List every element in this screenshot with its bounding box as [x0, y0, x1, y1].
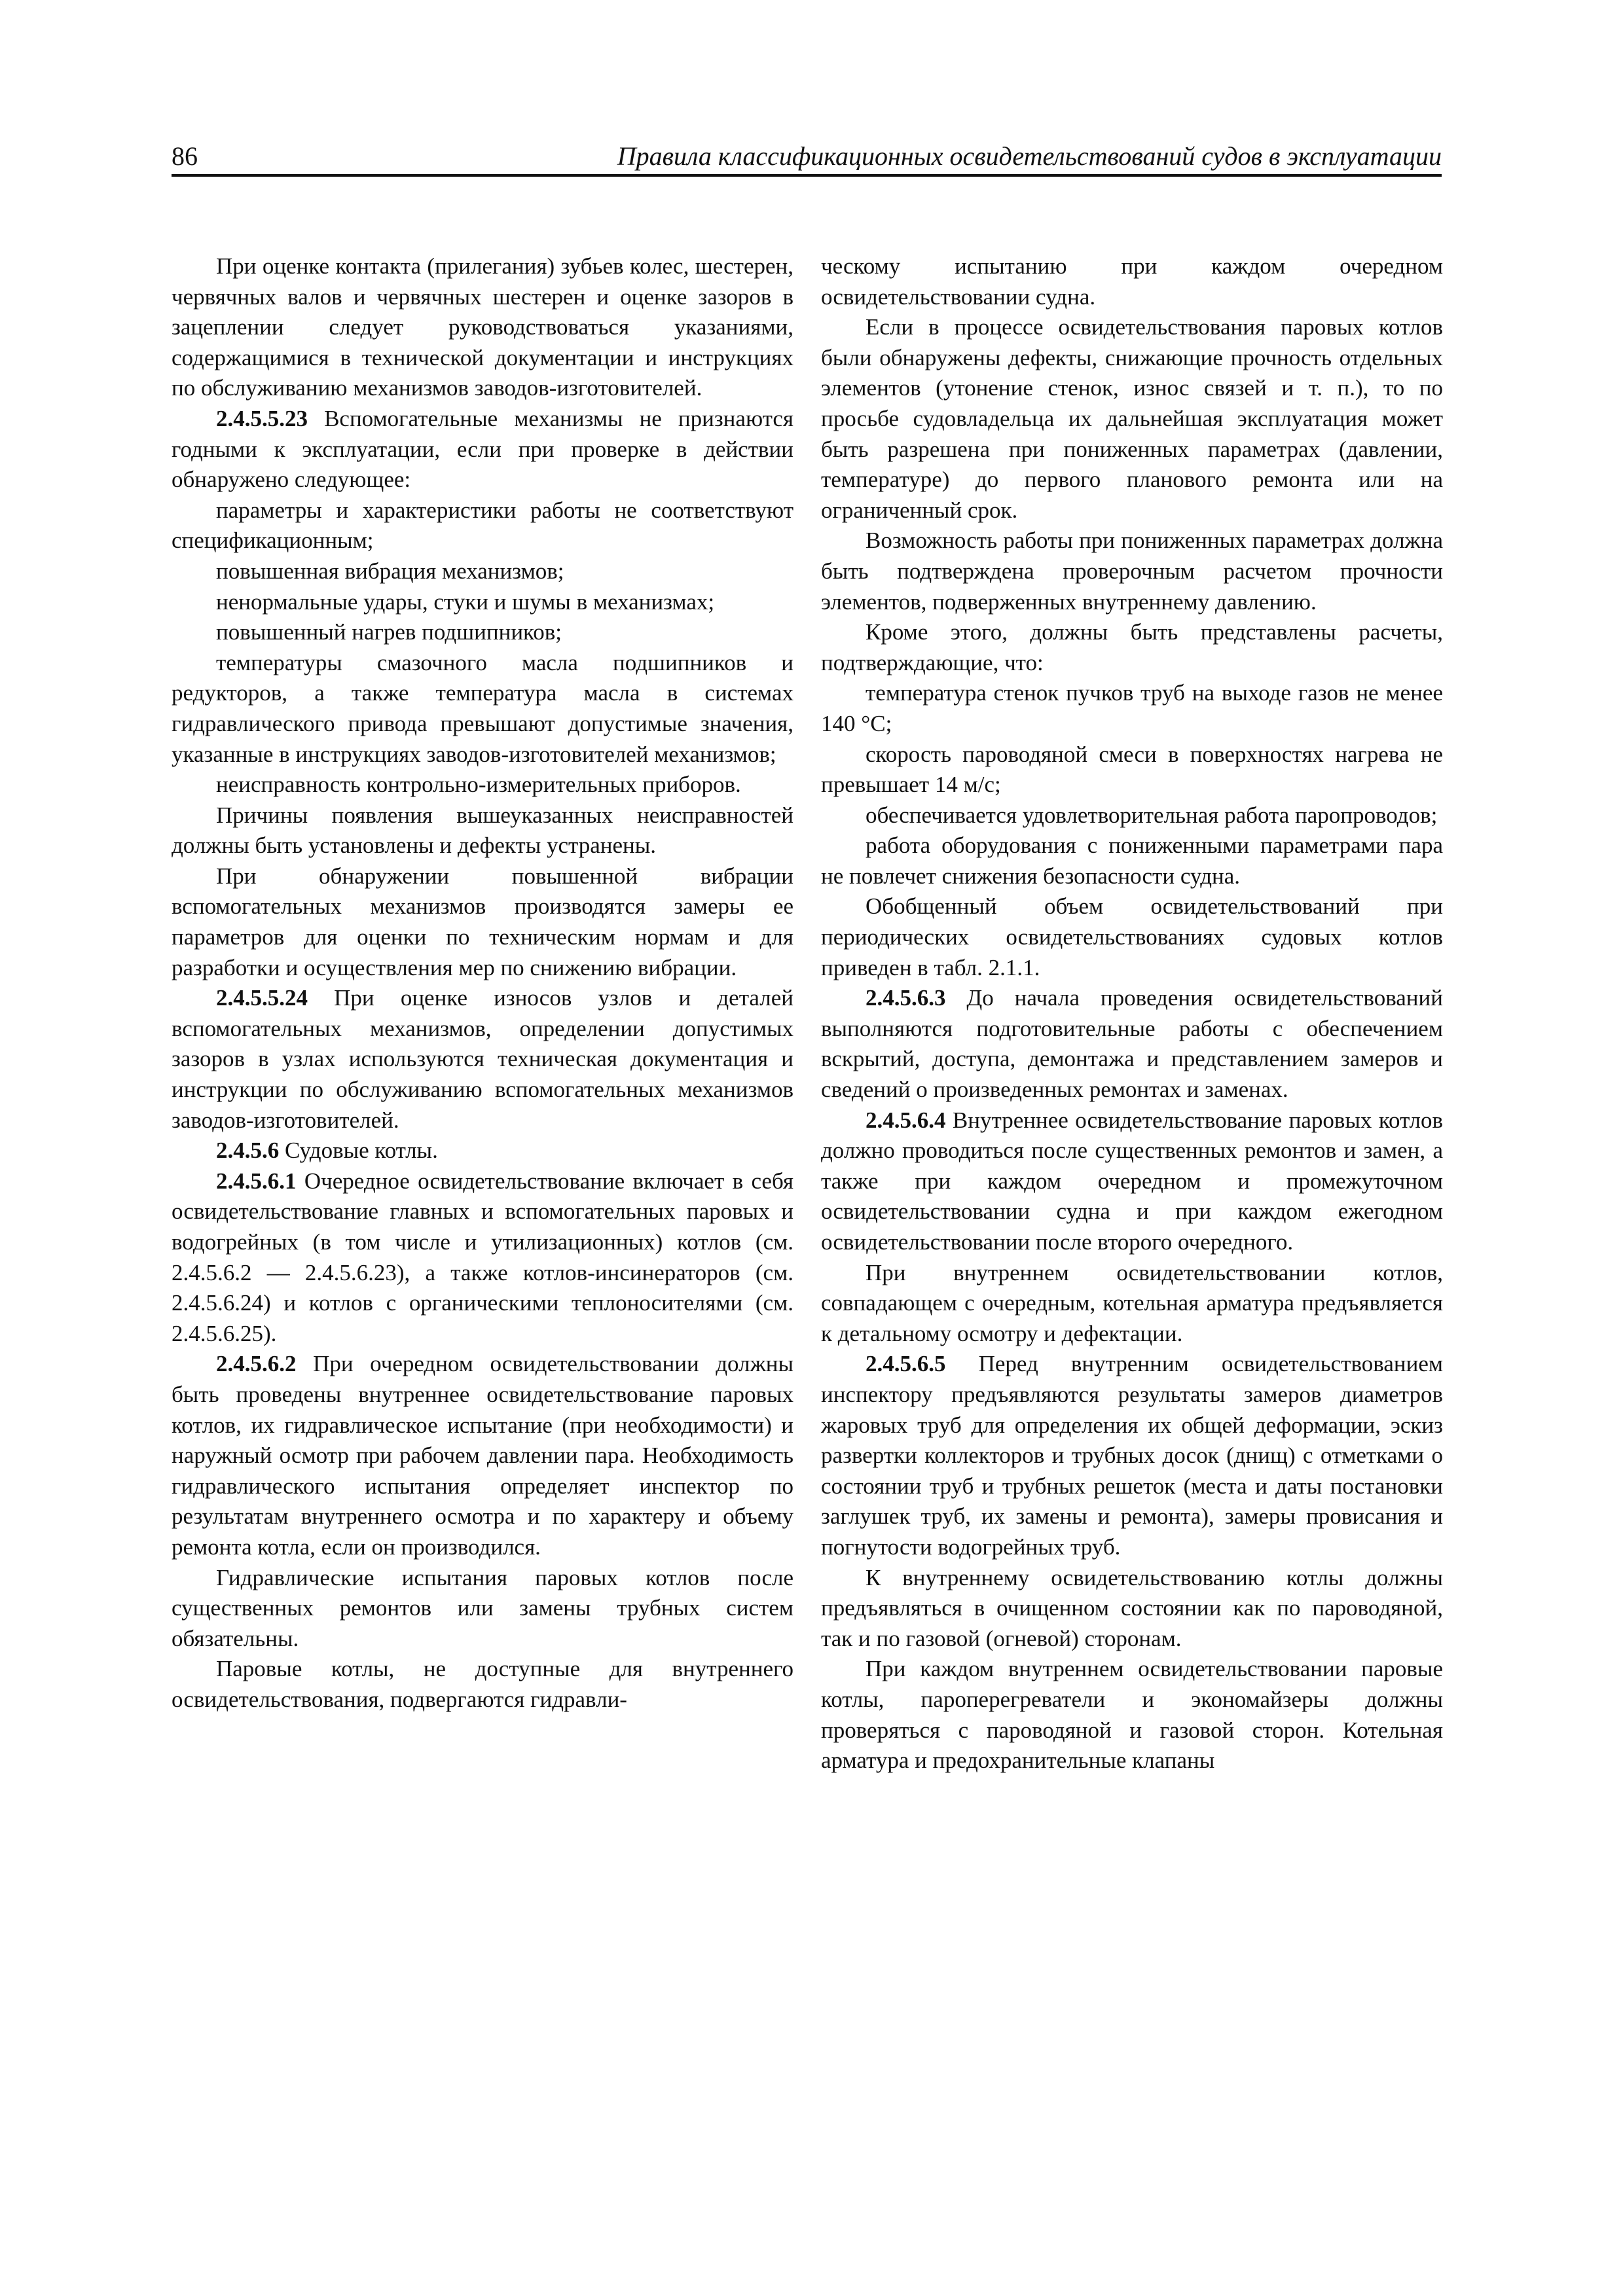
left-column — [172, 251, 793, 1715]
paragraph: Причины появления вышеуказанных неисправностей должны быть установлены и дефекты устранены. — [172, 802, 793, 859]
paragraph — [172, 1166, 793, 1350]
running-title: Правила классификационных освидетельствований судов в эксплуатации — [617, 141, 1442, 171]
list-item: повышенная вибрация механизмов; — [216, 558, 564, 584]
list-item: повышенный нагрев подшипников; — [216, 619, 562, 645]
clause-number: 2.4.5.6 — [216, 1138, 280, 1164]
clause-text: Судовые котлы. — [279, 1138, 438, 1164]
clause-text: Перед внутренним освидетельствованием инспектору предъявляются результаты замеров диаметров жаровых труб для определения их общей деформации, эскиз развертки коллекторов и трубных досок (днищ) с отметками о состоянии труб и трубных решеток (места и даты постановки заглушек труб, их замены и ремонта), замеры провисания и погнутости водогрейных труб. — [821, 1351, 1443, 1560]
clause-text: Очередное освидетельствование включает в себя освидетельствование главных и вспомогательных паровых и водогрейных (в том числе и утилизационных) котлов (см. 2.4.5.6.2 — 2.4.5.6.23), а также котлов-инсинераторов (см. 2.4.5.6.24) и котлов с органическими теплоносителями (см. 2.4.5.6.25). — [172, 1168, 793, 1346]
section-heading — [172, 1136, 793, 1166]
clause-text: При очередном освидетельствовании должны быть проведены внутреннее освидетельствование паровых котлов, их гидравлическое испытание (при необходимости) и наружный осмотр при рабочем давлении пара. Необходимость гидравлического испытания определяет инспектор по результатам внутреннего осмотра и по характеру и объему ремонта котла, если он производился. — [172, 1351, 793, 1560]
list-item: ненормальные удары, стуки и шумы в механизмах; — [216, 588, 715, 615]
clause-number: 2.4.5.6.3 — [866, 985, 946, 1011]
clause-number: 2.4.5.6.1 — [216, 1168, 297, 1194]
paragraph: Гидравлические испытания паровых котлов после существенных ремонтов или замены трубных систем обязательны. — [172, 1564, 793, 1651]
list-item: работа оборудования с пониженными параметрами пара не повлечет снижения безопасности судна. — [821, 833, 1443, 889]
paragraph: При каждом внутреннем освидетельствовании паровые котлы, пароперегреватели и экономайзеры должны проверяться с пароводяной и газовой сторон. Котельная арматура и предохранительные клапаны — [821, 1656, 1443, 1774]
list-item: неисправность контрольно-измерительных приборов. — [216, 772, 741, 798]
clause-text: До начала проведения освидетельствований выполняются подготовительные работы с обеспечением вскрытий, доступа, демонтажа и представлением замеров и сведений о произведенных ремонтах и заменах. — [821, 985, 1443, 1103]
page-header — [172, 140, 1442, 177]
paragraph-continuation: ческому испытанию при каждом очередном освидетельствовании судна. — [821, 253, 1443, 310]
paragraph: При обнаружении повышенной вибрации вспомогательных механизмов производятся замеры ее параметров для оценки по техническим нормам и для разработки и осуществления мер по снижению вибрации. — [172, 863, 793, 980]
clause-number: 2.4.5.5.24 — [216, 985, 308, 1011]
paragraph: К внутреннему освидетельствованию котлы должны предъявляться в очищенном состоянии как по пароводяной, так и по газовой (огневой) сторонам. — [821, 1564, 1443, 1651]
paragraph: При внутреннем освидетельствовании котлов, совпадающем с очередным, котельная арматура предъявляется к детальному осмотру и дефектации. — [821, 1259, 1443, 1346]
clause-text: При оценке износов узлов и деталей вспомогательных механизмов, определении допустимых зазоров в узлах используются техническая документация и инструкции по обслуживанию вспомогательных механизмов заводов-изготовителей. — [172, 985, 793, 1133]
list-item: обеспечивается удовлетворительная работа паропроводов; — [866, 802, 1438, 828]
clause-text: Вспомогательные механизмы не признаются годными к эксплуатации, если при проверке в действии обнаружено следующее: — [172, 405, 793, 493]
paragraph — [821, 1349, 1443, 1562]
paragraph: При оценке контакта (прилегания) зубьев колес, шестерен, червячных валов и червячных шестерен и оценке зазоров в зацеплении следует руководствоваться указаниями, содержащимися в технической документации и инструкциях по обслуживанию механизмов заводов-изготовителей. — [172, 253, 793, 401]
list-item: температура стенок пучков труб на выходе газов не менее 140 °С; — [821, 680, 1443, 736]
list-item: скорость пароводяной смеси в поверхностях нагрева не превышает 14 м/с; — [821, 741, 1443, 798]
page-number: 86 — [172, 141, 198, 171]
clause-number: 2.4.5.6.4 — [866, 1107, 946, 1133]
paragraph: Кроме этого, должны быть представлены расчеты, подтверждающие, что: — [821, 619, 1443, 675]
clause-number: 2.4.5.5.23 — [216, 405, 308, 431]
header-rule — [172, 174, 1442, 177]
paragraph: Обобщенный объем освидетельствований при периодических освидетельствованиях судовых котлов приведен в табл. 2.1.1. — [821, 893, 1443, 980]
clause-number: 2.4.5.6.5 — [866, 1351, 946, 1377]
paragraph — [821, 1105, 1443, 1258]
list-item: параметры и характеристики работы не соответствуют спецификационным; — [172, 497, 793, 554]
clause-number: 2.4.5.6.2 — [216, 1351, 297, 1377]
right-column — [821, 251, 1443, 1776]
paragraph — [172, 1349, 793, 1562]
paragraph: Возможность работы при пониженных параметрах должна быть подтверждена проверочным расчетом прочности элементов, подверженных внутреннему давлению. — [821, 528, 1443, 615]
paragraph: Если в процессе освидетельствования паровых котлов были обнаружены дефекты, снижающие прочность отдельных элементов (утонение стенок, износ связей и т. п.), то по просьбе судовладельца их дальнейшая эксплуатация может быть разрешена при пониженных параметрах (давлении, температуре) до первого планового ремонта или на ограниченный срок. — [821, 314, 1443, 523]
paragraph — [172, 404, 793, 495]
paragraph — [172, 983, 793, 1136]
list-item: температуры смазочного масла подшипников и редукторов, а также температура масла в системах гидравлического привода превышают допустимые значения, указанные в инструкциях заводов-изготовителей механизмов; — [172, 649, 793, 767]
paragraph — [821, 983, 1443, 1105]
clause-text: Внутреннее освидетельствование паровых котлов должно проводиться после существенных ремонтов и замен, а также при каждом очередном и промежуточном освидетельствовании судна и при каждом ежегодном освидетельствовании после второго очередного. — [821, 1107, 1443, 1255]
paragraph: Паровые котлы, не доступные для внутреннего освидетельствования, подвергаются гидравли- — [172, 1656, 793, 1712]
